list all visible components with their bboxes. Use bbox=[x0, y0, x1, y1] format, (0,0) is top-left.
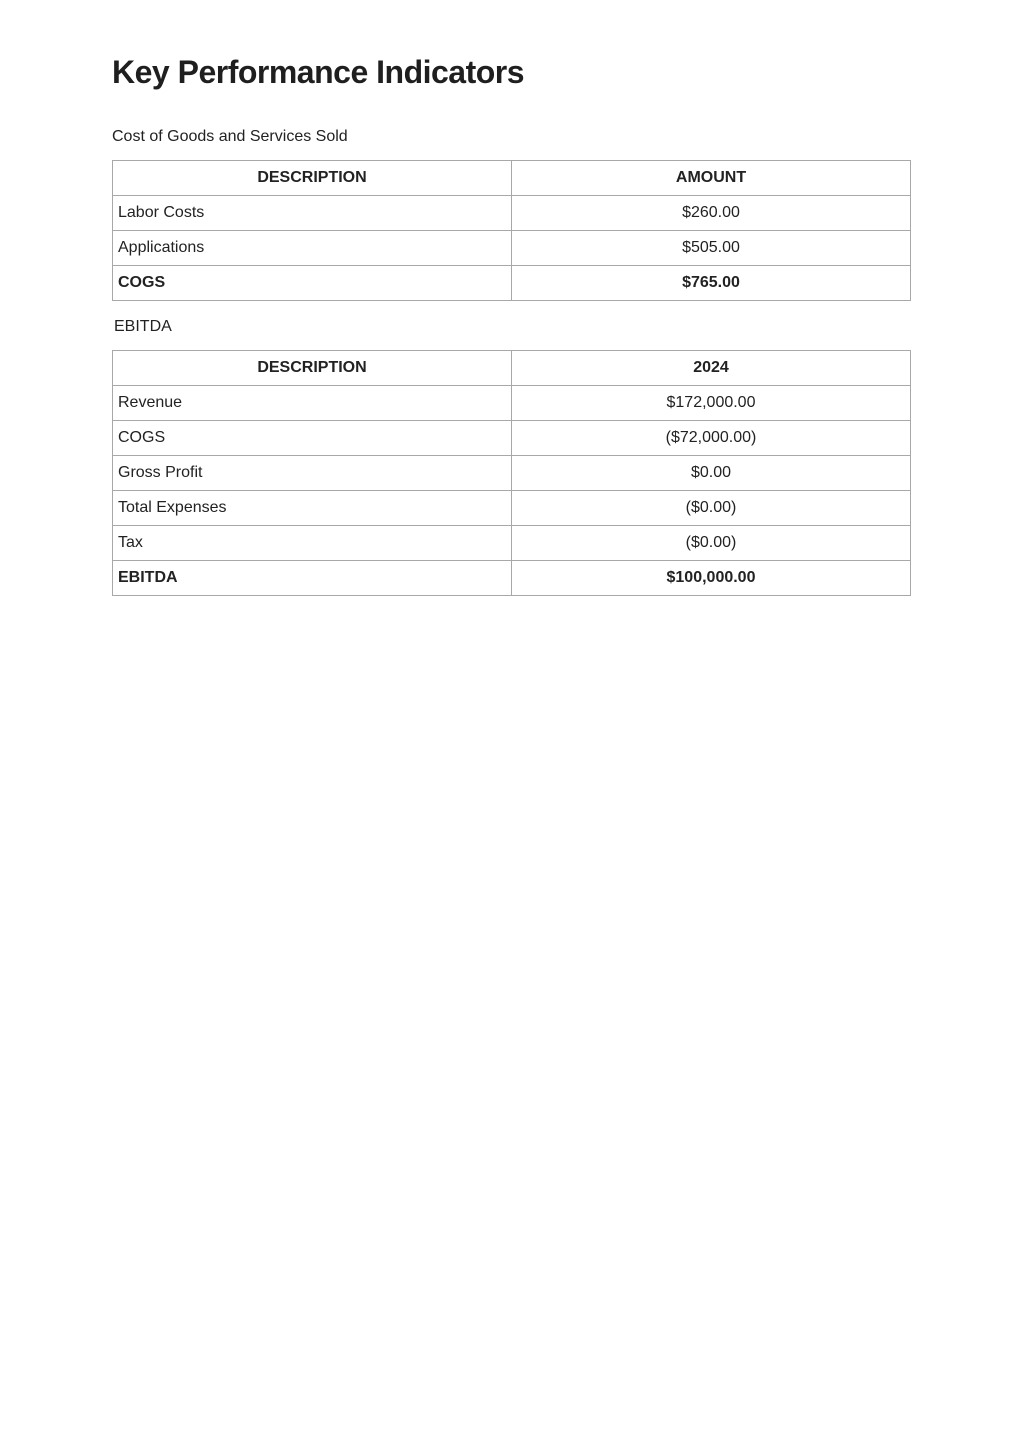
row-amount: ($72,000.00) bbox=[512, 421, 911, 456]
cogs-section-label: Cost of Goods and Services Sold bbox=[112, 128, 348, 145]
row-description: Tax bbox=[113, 526, 512, 561]
column-header-amount: AMOUNT bbox=[512, 161, 911, 196]
column-header-description: DESCRIPTION bbox=[113, 161, 512, 196]
ebitda-section-label: EBITDA bbox=[114, 318, 172, 335]
table-total-row bbox=[113, 561, 911, 596]
total-amount: $765.00 bbox=[512, 266, 911, 301]
total-amount: $100,000.00 bbox=[512, 561, 911, 596]
row-amount: $505.00 bbox=[512, 231, 911, 266]
row-amount: ($0.00) bbox=[512, 526, 911, 561]
row-amount: $0.00 bbox=[512, 456, 911, 491]
row-description: Labor Costs bbox=[113, 196, 512, 231]
row-amount: ($0.00) bbox=[512, 491, 911, 526]
row-description: Applications bbox=[113, 231, 512, 266]
table-header-row bbox=[113, 161, 911, 196]
column-header-year: 2024 bbox=[512, 351, 911, 386]
ebitda-table bbox=[112, 350, 911, 596]
page-title: Key Performance Indicators bbox=[112, 54, 525, 90]
table-header-row bbox=[113, 351, 911, 386]
table-row bbox=[113, 456, 911, 491]
row-amount: $172,000.00 bbox=[512, 386, 911, 421]
table-row bbox=[113, 196, 911, 231]
row-description: Total Expenses bbox=[113, 491, 512, 526]
table-row bbox=[113, 231, 911, 266]
table-total-row bbox=[113, 266, 911, 301]
total-description: COGS bbox=[113, 266, 512, 301]
table-row bbox=[113, 421, 911, 456]
row-amount: $260.00 bbox=[512, 196, 911, 231]
column-header-description: DESCRIPTION bbox=[113, 351, 512, 386]
row-description: COGS bbox=[113, 421, 512, 456]
row-description: Gross Profit bbox=[113, 456, 512, 491]
total-description: EBITDA bbox=[113, 561, 512, 596]
cogs-table bbox=[112, 160, 911, 301]
table-row bbox=[113, 491, 911, 526]
table-row bbox=[113, 526, 911, 561]
row-description: Revenue bbox=[113, 386, 512, 421]
table-row bbox=[113, 386, 911, 421]
